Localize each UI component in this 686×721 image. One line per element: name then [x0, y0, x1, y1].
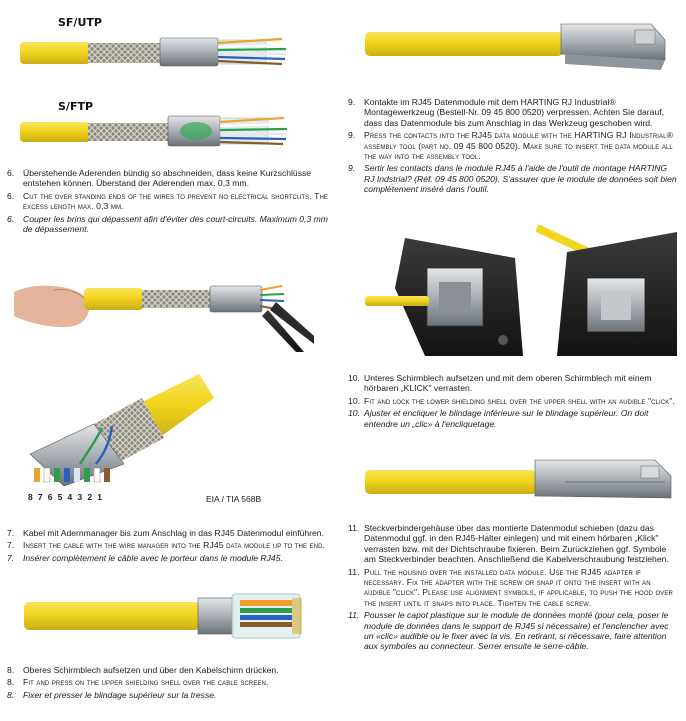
wire-manager-image — [24, 368, 214, 490]
step-6-de: Überstehende Aderenden bündig so abschneiden, dass keine Kurzschlüsse entstehen können. Überstand der Aderenden max. 0,3 mm. — [23, 168, 312, 189]
step-10-fr: Ajuster et encliquer le blindage inférieure sur le blindage supérieur. On doit entendre un „clic» à l'encliquetage. — [364, 408, 649, 429]
step-9-fr: Sertir les contacts dans le module RJ45 à l'aide de l'outil de montage HARTING RJ Indstrial? (Réf. 09 45 800 0520). S'assurer que le module de données soit bien complètement inséré dans l'outil. — [364, 163, 677, 195]
wire-numbers: 8 7 6 5 4 3 2 1 — [28, 492, 104, 502]
step-8: 8. Oberes Schirmblech aufsetzen und über den Kabelschirm drücken. 8. Fit and press on the upper shielding shell over the cable screen. 8. Fixer et presser le blindage supérieur sur la tresse. — [7, 665, 329, 700]
step-7-en: Insert the cable with the wire manager into the RJ45 data module up to the end. — [23, 540, 326, 551]
step-11-fr: Pousser le capot plastique sur le module de données monté (pour cela, poser le module de données dans le support de RJ45 si nécessaire) et l'enclencher avec un «clic» audible ou le fixer avec la vis. En retirant, si nécessaire, faire attention aux symboles au connecteur. Serrer ensuite le serre-câble. — [364, 610, 669, 652]
cutting-wires-image — [14, 252, 314, 352]
step-6-en: Cut the over standing ends of the wires to prevent no electrical shortcuts. The excess length max. 0,3 mm. — [23, 190, 328, 212]
step-9: 9. Kontakte im RJ45 Datenmodule mit dem HARTING RJ Industrial® Montagewerkzeug (Bestell-Nr. 09 45 800 0520) verpressen. Achten Sie darauf, dass das Datenmodule bis zum Anschlag in das Werkzeug geschoben wird. 9. Press the contacts into the RJ45 data module with the HARTING RJ Industrial® assembly tool (part no. 09 45 800 0520). Make sure to insert the data module all the way into the assembly tool. 9. Sertir les contacts dans le module RJ45 à l'aide de l'outil de montage HARTING RJ Indstrial? (Réf. 09 45 800 0520). S'assurer que le module de données soit bien complètement inséré dans l'outil. — [348, 97, 677, 195]
step-9-en: Press the contacts into the RJ45 data module with the HARTING RJ Industrial® assembly tool (part no. 09 45 800 0520). Make sure to insert the data module all the way into the assembly tool. — [364, 130, 674, 162]
upper-shell-image — [365, 14, 675, 74]
step-11: 11. Steckverbindergehäuse über das montierte Datenmodul schieben (dazu das Datenmodul ggf. in den RJ45-Halter einlegen) und mit einem hörbaren „Klick" verrasten bzw. mit der Dichtschraube fixieren. Beim Zurückziehen ggf. Symbole am Steckverbinder beachten. Anschließend die Kabelverschraubung festziehen. 11. Pull the housing over the installed data module. Use the RJ45 adapter if necessary. Fix the adapter with the screw or snap it onto the insert with an audible "click". Please use alignment symbols, if applicable, to push the hood over the insert until it snaps into place. Tighten the cable screw. 11. Pousser le capot plastique sur le module de données monté (pour cela, poser le module de données dans le support de RJ45 si nécessaire) et l'enclencher avec un «clic» audible ou le fixer avec la vis. En retirant, si nécessaire, faire attention aux symboles au connecteur. Serrer ensuite le serre-câble. — [348, 523, 678, 652]
step-10-en: Fit and lock the lower shielding shell over the upper shell with an audible "click". — [364, 395, 675, 406]
step-6-fr: Couper les brins qui dépassent afin d'éviter des court-circuits. Maximum 0,3 mm de dépassement. — [23, 213, 328, 235]
assembly-tool-image-1 — [365, 228, 523, 356]
step-6: 6. Überstehende Aderenden bündig so abschneiden, dass keine Kurzschlüsse entstehen können. Überstand der Aderenden max. 0,3 mm. 6. Cut the over standing ends of the wires to prevent no electrical shortcuts. The excess length max. 0,3 mm. 6. Couper les brins qui dépassent afin d'éviter des court-circuits. Maximum 0,3 mm de dépassement. — [7, 168, 328, 235]
step-7: 7. Kabel mit Adernmanager bis zum Anschlag in das RJ45 Datenmodul einführen. 7. Insert the cable with the wire manager into the RJ45 data module up to the end. 7. Insérer complètement le câble avec le porteur dans le module RJ45. — [7, 528, 329, 563]
sf-utp-cable-image — [20, 28, 320, 76]
s-ftp-cable-image — [20, 104, 320, 156]
step-8-de: Oberes Schirmblech aufsetzen und über den Kabelschirm drücken. — [23, 665, 279, 675]
s-ftp-label: S/FTP — [58, 100, 94, 113]
step-10-de: Unteres Schirmblech aufsetzen und mit dem oberen Schirmblech mit einem hörbaren „KLICK" verrasten. — [364, 373, 652, 394]
step-9-de: Kontakte im RJ45 Datenmodule mit dem HARTING RJ Industrial® Montagewerkzeug (Bestell-Nr. 09 45 800 0520) verpressen. Achten Sie darauf, dass das Datenmodule bis zum Anschlag in das Werkzeug geschoben wird. — [364, 97, 665, 128]
lower-shell-image — [365, 452, 675, 506]
step-8-en: Fit and press on the upper shielding shell over the cable screen. — [23, 677, 269, 688]
eia-tia-label: EIA / TIA 568B — [206, 494, 262, 504]
step-10: 10. Unteres Schirmblech aufsetzen und mit dem oberen Schirmblech mit einem hörbaren „KLICK" verrasten. 10. Fit and lock the lower shielding shell over the upper shell with an audible "click". 10. Ajuster et encliquer le blindage inférieure sur le blindage supérieur. On doit entendre un „clic» à l'encliquetage. — [348, 373, 678, 429]
step-8-fr: Fixer et presser le blindage supérieur sur la tresse. — [23, 689, 217, 700]
sf-utp-label: SF/UTP — [58, 16, 102, 29]
rj45-insert-image — [24, 590, 330, 644]
assembly-tool-image-2 — [527, 222, 677, 356]
step-7-fr: Insérer complètement le câble avec le porteur dans le module RJ45. — [23, 552, 283, 563]
step-7-de: Kabel mit Adernmanager bis zum Anschlag in das RJ45 Datenmodul einführen. — [23, 528, 324, 538]
step-11-de: Steckverbindergehäuse über das montierte Datenmodul schieben (dazu das Datenmodul ggf. in den RJ45-Halter einlegen) und mit einem hörbaren „Klick" verrasten bzw. mit der Dichtschraube fixieren. Beim Zurückziehen ggf. Symbole am Steckverbinder beachten. Anschließend die Kabelverschraubung festziehen. — [364, 523, 669, 565]
step-11-en: Pull the housing over the installed data module. Use the RJ45 adapter if necessary. Fix the adapter with the screw or snap it onto the insert with an audible "click". Please use alignment symbols, if applicable, to push the hood over the insert until it snaps into place. Tighten the cable screw. — [364, 566, 673, 608]
